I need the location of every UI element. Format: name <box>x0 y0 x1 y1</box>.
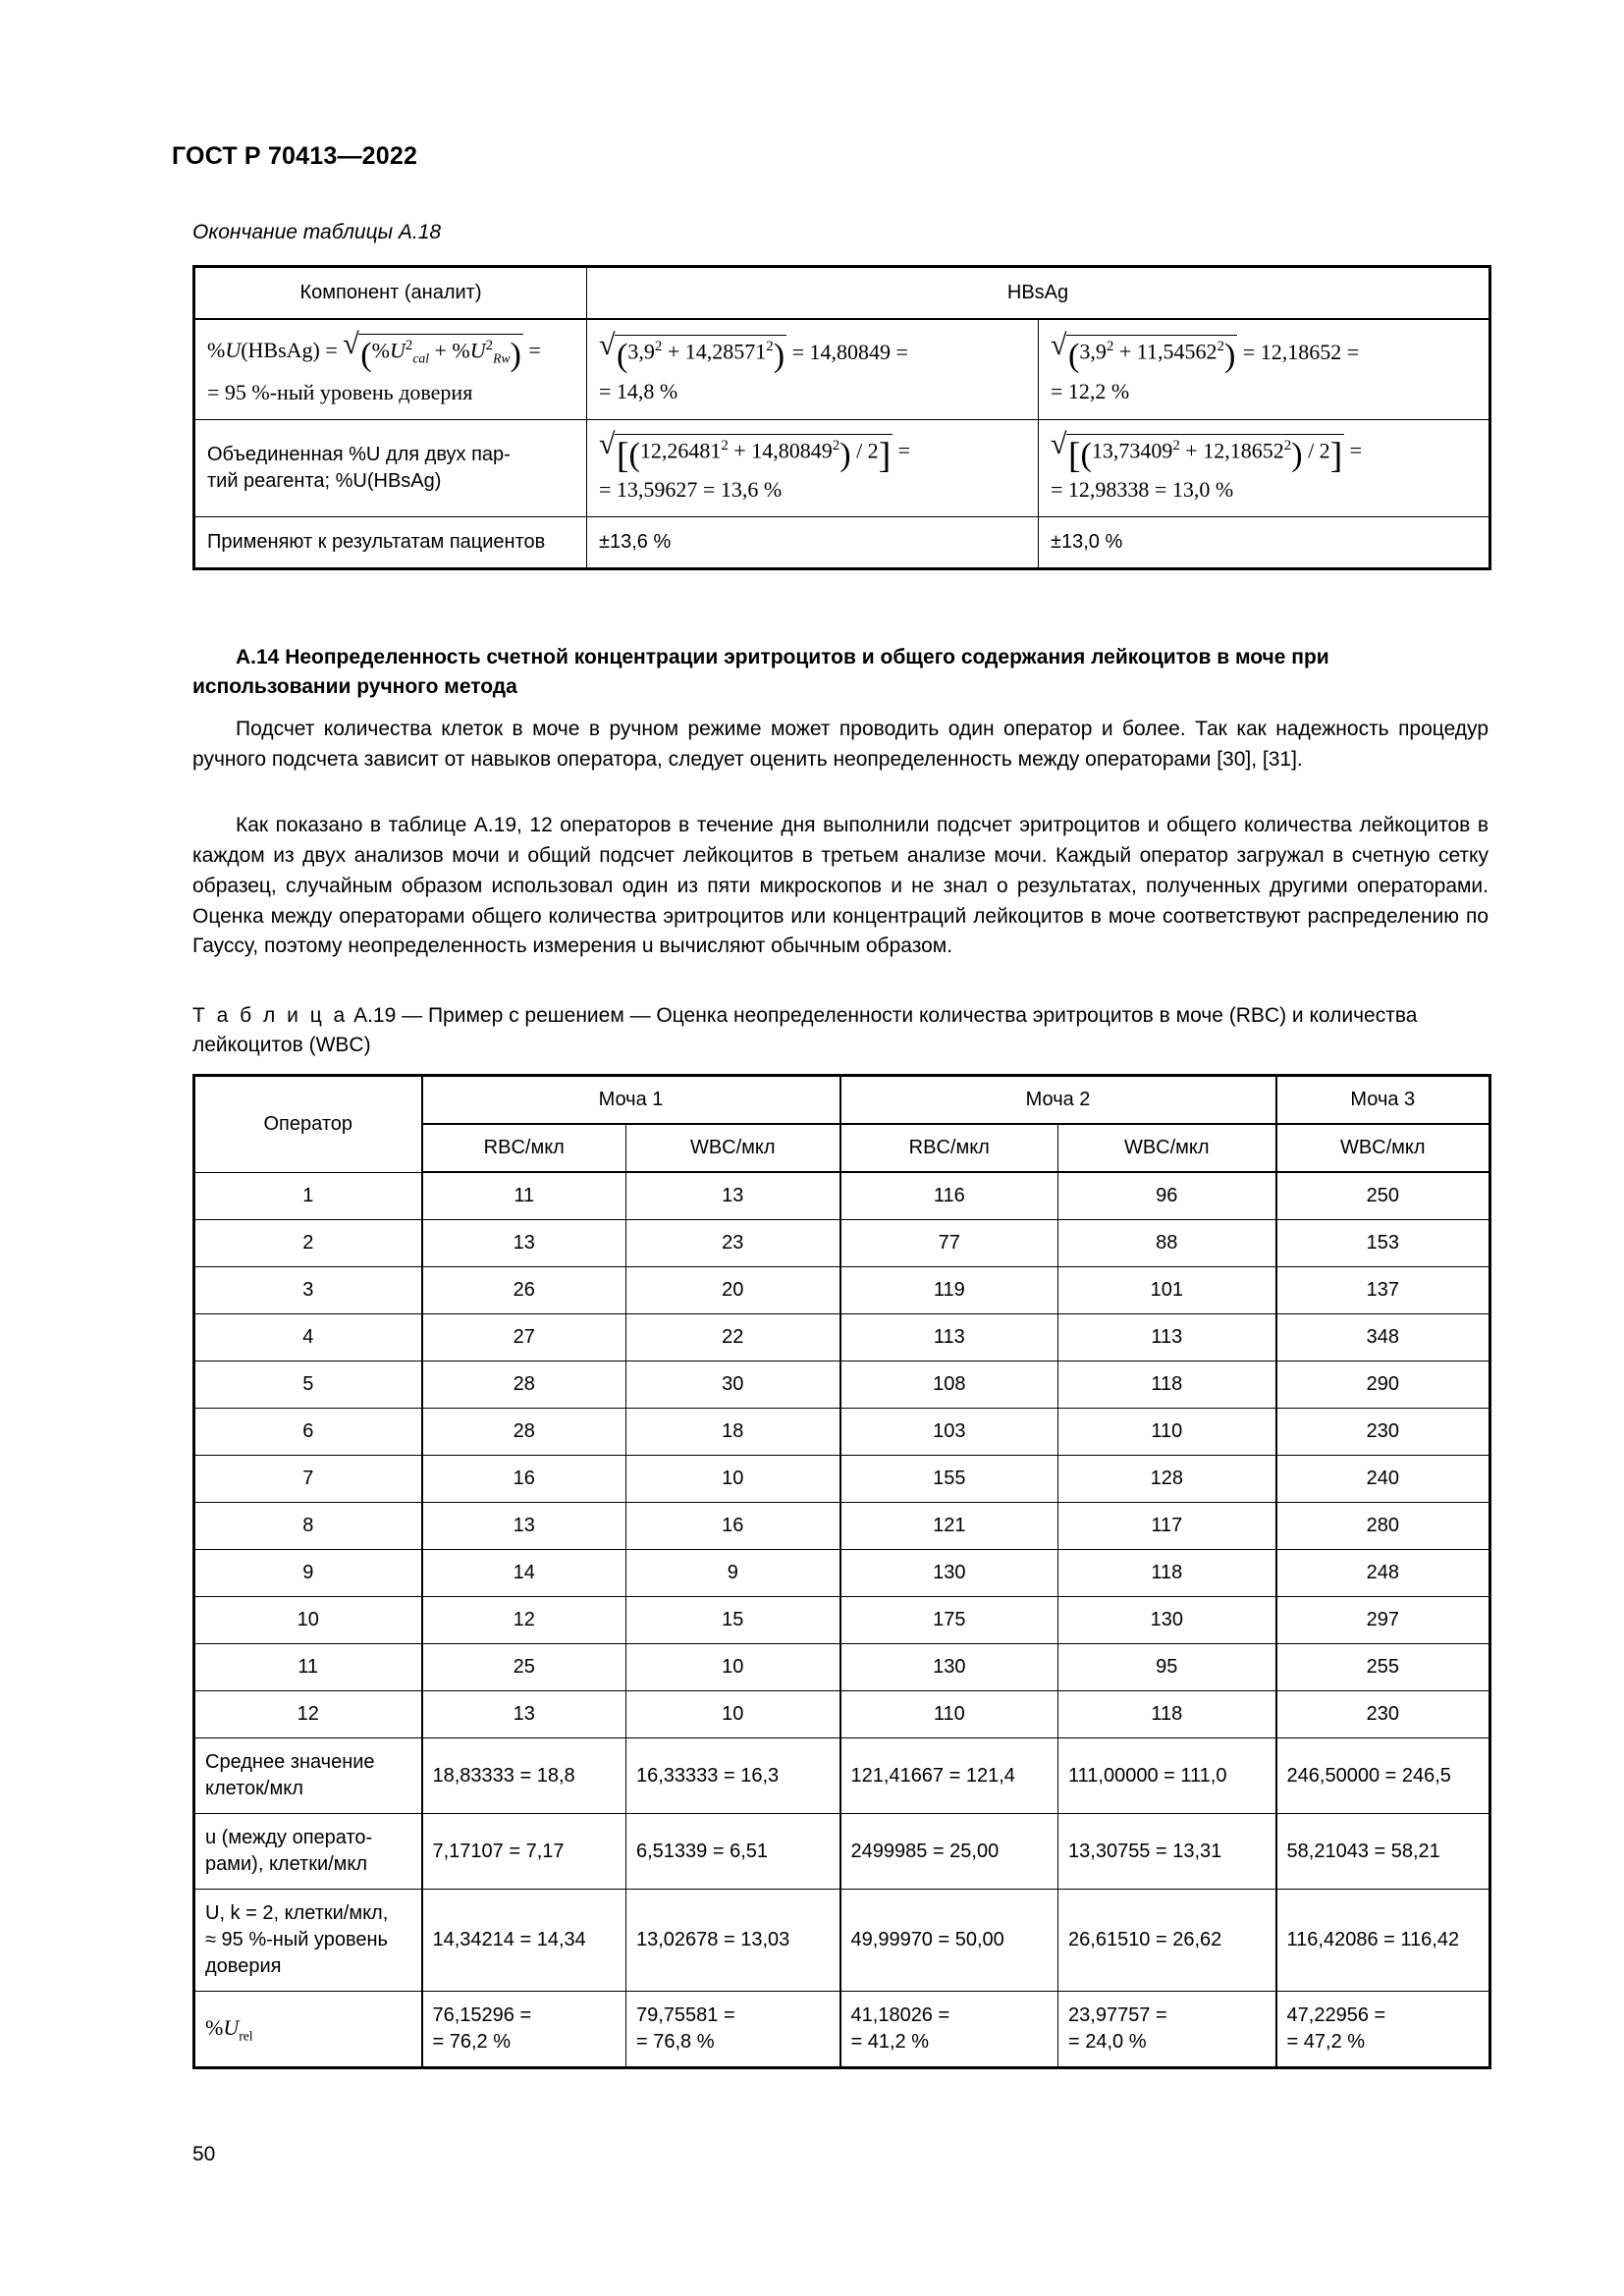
cell-operator: 10 <box>194 1597 422 1644</box>
cell-u3-wbc: 58,21043 = 58,21 <box>1276 1814 1490 1890</box>
section-a14-heading-line1: А.14 Неопределенность счетной концентрации эритроцитов и общего содержания лейкоцитов в моче <box>236 646 1286 668</box>
val-b1b: 14,80849 <box>751 438 833 463</box>
formula-pooled-lot1: √ $[(12,26481^2 + 14,80849^2) / 2]$ = <box>599 438 910 462</box>
section-a14-heading <box>192 643 1489 702</box>
table-a19-header-u3-wbc: WBC/мкл <box>1276 1124 1490 1172</box>
document-standard-header: ГОСТ Р 70413—2022 <box>172 142 418 170</box>
table-a18-row3-col1: ±13,6 % <box>587 516 1039 568</box>
cell-u1-rbc: 7,17107 = 7,17 <box>422 1814 626 1890</box>
cell-u3-wbc: 248 <box>1276 1550 1490 1597</box>
table-a18-row2-col1-line2: = 13,59627 = 13,6 % <box>599 477 783 503</box>
summary-label-mean <box>194 1738 422 1814</box>
cell-u3-wbc: 137 <box>1276 1267 1490 1314</box>
table-a18-row1-label-line2: = 95 %-ный уровень доверия <box>207 380 473 405</box>
formula-pooled-lot2: √ $[(13,73409^2 + 12,18652^2) / 2]$ = <box>1051 438 1362 462</box>
cell-u1-rbc: 13 <box>422 1220 626 1267</box>
cell-u1-wbc: 13 <box>626 1172 840 1220</box>
cell-u2-rbc: 130 <box>840 1644 1058 1691</box>
table-a18-header-analyte: HBsAg <box>587 267 1490 320</box>
table-a19-caption-prefix: Т а б л и ц а <box>192 1004 349 1027</box>
cell-u1-wbc: 10 <box>626 1691 840 1738</box>
cell-u1-wbc: 16 <box>626 1503 840 1550</box>
cell-operator: 8 <box>194 1503 422 1550</box>
table-a18-row2-label-line1: Объединенная %U для двух пар- <box>207 443 511 465</box>
cell-u1-rbc: 25 <box>422 1644 626 1691</box>
summary-label-line1: Среднее значение <box>205 1751 375 1773</box>
cell-u2-rbc: 103 <box>840 1409 1058 1456</box>
val-a2b: 13,73409 <box>1091 438 1173 463</box>
cell-u2-rbc: 77 <box>840 1220 1058 1267</box>
cell-u1-rbc: 13 <box>422 1691 626 1738</box>
summary-label-line2: рами), клетки/мкл <box>205 1853 368 1875</box>
table-a19-header-u2-rbc: RBC/мкл <box>840 1124 1058 1172</box>
table-a18 <box>192 265 1491 570</box>
table-a18-row2-col1 <box>587 419 1039 516</box>
table-a18-row1-col1 <box>587 319 1039 419</box>
cell-u3-wbc: 230 <box>1276 1409 1490 1456</box>
table-a18-container <box>192 265 1489 570</box>
val-a: 3,9 <box>627 339 655 364</box>
cell-u3-wbc: 297 <box>1276 1597 1490 1644</box>
formula-lot2-combined: √ $(3,9^2 + 11,54562^2) = 12,18652$ = <box>1051 340 1359 364</box>
cell-u1-wbc: 22 <box>626 1314 840 1362</box>
cell-u3-wbc <box>1276 1992 1490 2068</box>
cell-u3-wbc: 116,42086 = 116,42 <box>1276 1890 1490 1992</box>
cell-operator: 9 <box>194 1550 422 1597</box>
table-a19-caption-text: — Пример с решением — Оценка неопределенности количества эритроцитов в моче (RBC) и количества лейкоцитов (WBC) <box>192 1004 1418 1057</box>
cell-u1-rbc: 14 <box>422 1550 626 1597</box>
cell-line1: 23,97757 = <box>1068 2004 1167 2026</box>
cell-u1-rbc: 11 <box>422 1172 626 1220</box>
cell-u3-wbc: 255 <box>1276 1644 1490 1691</box>
cell-u1-rbc: 26 <box>422 1267 626 1314</box>
cell-u1-rbc: 27 <box>422 1314 626 1362</box>
page-number: 50 <box>192 2143 216 2165</box>
cell-u2-wbc <box>1058 1992 1276 2068</box>
cell-line2: = 41,2 % <box>850 2031 930 2053</box>
cell-line1: 79,75581 = <box>636 2004 735 2026</box>
val-r2b: 12,98338 <box>1067 477 1150 503</box>
cell-operator: 11 <box>194 1644 422 1691</box>
cell-u1-rbc: 13 <box>422 1503 626 1550</box>
cell-u1-wbc: 18 <box>626 1409 840 1456</box>
table-a19-container <box>192 1074 1489 2069</box>
table-row <box>194 1172 1490 1220</box>
table-row <box>194 1314 1490 1362</box>
cell-u3-wbc: 153 <box>1276 1220 1490 1267</box>
cell-u2-wbc: 26,61510 = 26,62 <box>1058 1890 1276 1992</box>
cell-u1-wbc: 23 <box>626 1220 840 1267</box>
cell-line2: = 47,2 % <box>1286 2031 1366 2053</box>
summary-label-urel <box>194 1992 422 2068</box>
table-a19 <box>192 1074 1491 2069</box>
cell-u1-wbc: 6,51339 = 6,51 <box>626 1814 840 1890</box>
table-a18-row2-col2-line2: = 12,98338 = 13,0 % <box>1051 477 1234 503</box>
val-r1: 14,80849 <box>809 339 892 364</box>
table-a19-summary-u <box>194 1814 1490 1890</box>
summary-label-u <box>194 1814 422 1890</box>
cell-u3-wbc: 230 <box>1276 1691 1490 1738</box>
cell-u1-wbc: 15 <box>626 1597 840 1644</box>
cell-u2-wbc: 111,00000 = 111,0 <box>1058 1738 1276 1814</box>
cell-operator: 3 <box>194 1267 422 1314</box>
summary-label-line2: клеток/мкл <box>205 1778 303 1799</box>
formula-percent-u-rel: $\%U_{rel}$ <box>205 2014 253 2043</box>
table-a18-row1-col1-line2: = 14,8 % <box>599 378 678 403</box>
table-row <box>194 1644 1490 1691</box>
section-a14-paragraph-2: Как показано в таблице А.19, 12 операторов в течение дня выполнили подсчет эритроцитов и общего количества лейкоцитов в каждом из двух анализов мочи и общий подсчет лейкоцитов в третьем анализе мочи. Каждый оператор загружал в счетную сетку образец, случайным образом использовал один из пяти микроскопов и не знал о результатах, полученных другими операторами. Оценка между операторами общего количества эритроцитов или концентраций лейкоцитов в моче соответствуют распределению по Гауссу, поэтому неопределенность измерения u вычисляют обычным образом. <box>192 814 1489 958</box>
table-a19-header-urine3: Моча 3 <box>1276 1076 1490 1125</box>
val-r1b: 13,59627 <box>616 477 698 503</box>
summary-label-line2: ≈ 95 %-ный уровень <box>205 1929 388 1950</box>
table-row <box>194 419 1490 516</box>
cell-line2: = 24,0 % <box>1068 2031 1147 2053</box>
val-p2: 12,2 % <box>1067 378 1130 403</box>
table-row <box>194 1597 1490 1644</box>
table-a18-continuation-label: Окончание таблицы А.18 <box>192 221 442 243</box>
val-r2: 12,18652 <box>1260 339 1342 364</box>
cell-u2-rbc: 121,41667 = 121,4 <box>840 1738 1058 1814</box>
table-a19-summary-expanded-u <box>194 1890 1490 1992</box>
cell-u2-rbc: 130 <box>840 1550 1058 1597</box>
cell-operator: 1 <box>194 1172 422 1220</box>
table-a19-header-urine2: Моча 2 <box>840 1076 1276 1125</box>
val-p2b: 13,0 % <box>1171 477 1234 503</box>
val-p1: 14,8 % <box>616 378 678 403</box>
cell-u1-rbc: 14,34214 = 14,34 <box>422 1890 626 1992</box>
val-p1b: 13,6 % <box>720 477 783 503</box>
cell-u1-rbc: 12 <box>422 1597 626 1644</box>
cell-u2-wbc: 130 <box>1058 1597 1276 1644</box>
cell-operator: 6 <box>194 1409 422 1456</box>
table-row <box>194 1267 1490 1314</box>
val-b1: 14,28571 <box>684 339 767 364</box>
cell-u1-rbc: 28 <box>422 1409 626 1456</box>
cell-u2-rbc <box>840 1992 1058 2068</box>
table-a19-summary-mean <box>194 1738 1490 1814</box>
table-row <box>194 1503 1490 1550</box>
cell-u3-wbc: 246,50000 = 246,5 <box>1276 1738 1490 1814</box>
cell-u2-rbc: 121 <box>840 1503 1058 1550</box>
table-a18-row2-label-line2: тий реагента; %U(HBsAg) <box>207 469 442 492</box>
cell-line1: 47,22956 = <box>1286 2004 1386 2026</box>
table-a18-header-row <box>194 267 1490 320</box>
table-row <box>194 1550 1490 1597</box>
cell-u1-wbc: 20 <box>626 1267 840 1314</box>
table-a18-row3-col2: ±13,0 % <box>1039 516 1490 568</box>
section-a14-heading-line2: при использовании ручного метода <box>192 646 1329 698</box>
table-a19-header-u1-rbc: RBC/мкл <box>422 1124 626 1172</box>
table-row <box>194 319 1490 419</box>
table-a19-header-urine1: Моча 1 <box>422 1076 840 1125</box>
cell-operator: 2 <box>194 1220 422 1267</box>
cell-u1-wbc: 10 <box>626 1456 840 1503</box>
cell-u2-wbc: 101 <box>1058 1267 1276 1314</box>
table-a19-header-operator: Оператор <box>194 1076 422 1173</box>
cell-u2-wbc: 113 <box>1058 1314 1276 1362</box>
table-row <box>194 1362 1490 1409</box>
cell-u3-wbc: 280 <box>1276 1503 1490 1550</box>
cell-u2-rbc: 175 <box>840 1597 1058 1644</box>
table-a18-header-component: Компонент (аналит) <box>194 267 587 320</box>
cell-line1: 76,15296 = <box>432 2004 532 2026</box>
table-row <box>194 1409 1490 1456</box>
cell-u2-rbc: 113 <box>840 1314 1058 1362</box>
table-a19-header-u2-wbc: WBC/мкл <box>1058 1124 1276 1172</box>
cell-u3-wbc: 250 <box>1276 1172 1490 1220</box>
table-a19-caption <box>192 1001 1489 1061</box>
cell-operator: 4 <box>194 1314 422 1362</box>
cell-u1-wbc: 9 <box>626 1550 840 1597</box>
cell-u2-wbc: 110 <box>1058 1409 1276 1456</box>
cell-line2: = 76,8 % <box>636 2031 715 2053</box>
cell-u3-wbc: 290 <box>1276 1362 1490 1409</box>
cell-u2-rbc: 2499985 = 25,00 <box>840 1814 1058 1890</box>
cell-u2-wbc: 118 <box>1058 1362 1276 1409</box>
cell-u1-wbc: 13,02678 = 13,03 <box>626 1890 840 1992</box>
val-a2: 3,9 <box>1079 339 1107 364</box>
cell-line2: = 76,2 % <box>432 2031 512 2053</box>
table-a18-row3-label: Применяют к результатам пациентов <box>194 516 587 568</box>
formula-lot1-combined: √ $(3,9^2 + 14,28571^2) = 14,80849$ = <box>599 340 908 364</box>
table-row <box>194 1220 1490 1267</box>
cell-u2-wbc: 117 <box>1058 1503 1276 1550</box>
table-a19-caption-number: А.19 <box>353 1004 397 1027</box>
table-row <box>194 1691 1490 1738</box>
cell-u1-rbc: 18,83333 = 18,8 <box>422 1738 626 1814</box>
cell-u2-rbc: 108 <box>840 1362 1058 1409</box>
table-a19-header-u1-wbc: WBC/мкл <box>626 1124 840 1172</box>
val-b2: 11,54562 <box>1136 339 1218 364</box>
cell-u2-rbc: 110 <box>840 1691 1058 1738</box>
cell-u3-wbc: 348 <box>1276 1314 1490 1362</box>
cell-operator: 12 <box>194 1691 422 1738</box>
cell-u1-rbc <box>422 1992 626 2068</box>
table-a18-row1-col2-line2: = 12,2 % <box>1051 378 1130 403</box>
cell-u2-wbc: 13,30755 = 13,31 <box>1058 1814 1276 1890</box>
cell-u2-rbc: 155 <box>840 1456 1058 1503</box>
cell-u2-wbc: 128 <box>1058 1456 1276 1503</box>
cell-u1-wbc: 16,33333 = 16,3 <box>626 1738 840 1814</box>
summary-label-line1: u (между операто- <box>205 1827 373 1848</box>
cell-u1-rbc: 28 <box>422 1362 626 1409</box>
summary-label-line3: доверия <box>205 1955 282 1977</box>
cell-u2-wbc: 118 <box>1058 1550 1276 1597</box>
cell-line1: 41,18026 = <box>850 2004 950 2026</box>
cell-u1-wbc: 10 <box>626 1644 840 1691</box>
formula-percent-u-hbsag: %U(HBsAg) = √ $(\%U^2_{cal} + \%U^2_{Rw})$ = <box>207 338 541 362</box>
val-b2b: 12,18652 <box>1203 438 1284 463</box>
table-a18-row2-col2 <box>1039 419 1490 516</box>
cell-u2-rbc: 116 <box>840 1172 1058 1220</box>
cell-u2-wbc: 95 <box>1058 1644 1276 1691</box>
cell-u2-wbc: 88 <box>1058 1220 1276 1267</box>
table-a19-summary-urel <box>194 1992 1490 2068</box>
table-row <box>194 516 1490 568</box>
cell-u1-wbc <box>626 1992 840 2068</box>
cell-u3-wbc: 240 <box>1276 1456 1490 1503</box>
cell-u2-wbc: 96 <box>1058 1172 1276 1220</box>
summary-label-expanded-u <box>194 1890 422 1992</box>
cell-u1-rbc: 16 <box>422 1456 626 1503</box>
cell-operator: 5 <box>194 1362 422 1409</box>
table-a18-row1-label <box>194 319 587 419</box>
cell-operator: 7 <box>194 1456 422 1503</box>
table-row <box>194 1456 1490 1503</box>
cell-u2-wbc: 118 <box>1058 1691 1276 1738</box>
cell-u2-rbc: 119 <box>840 1267 1058 1314</box>
cell-u1-wbc: 30 <box>626 1362 840 1409</box>
table-a18-row2-label <box>194 419 587 516</box>
table-a18-row1-col2 <box>1039 319 1490 419</box>
table-a19-header-row-1 <box>194 1076 1490 1125</box>
section-a14-paragraph-1: Подсчет количества клеток в моче в ручном режиме может проводить один оператор и более. Так как надежность процедур ручного подсчета зависит от навыков оператора, следует оценить неопределенность между операторами [30], [31]. <box>192 718 1489 771</box>
cell-u2-rbc: 49,99970 = 50,00 <box>840 1890 1058 1992</box>
summary-label-line1: U, k = 2, клетки/мкл, <box>205 1902 389 1924</box>
val-a1b: 12,26481 <box>639 438 722 463</box>
